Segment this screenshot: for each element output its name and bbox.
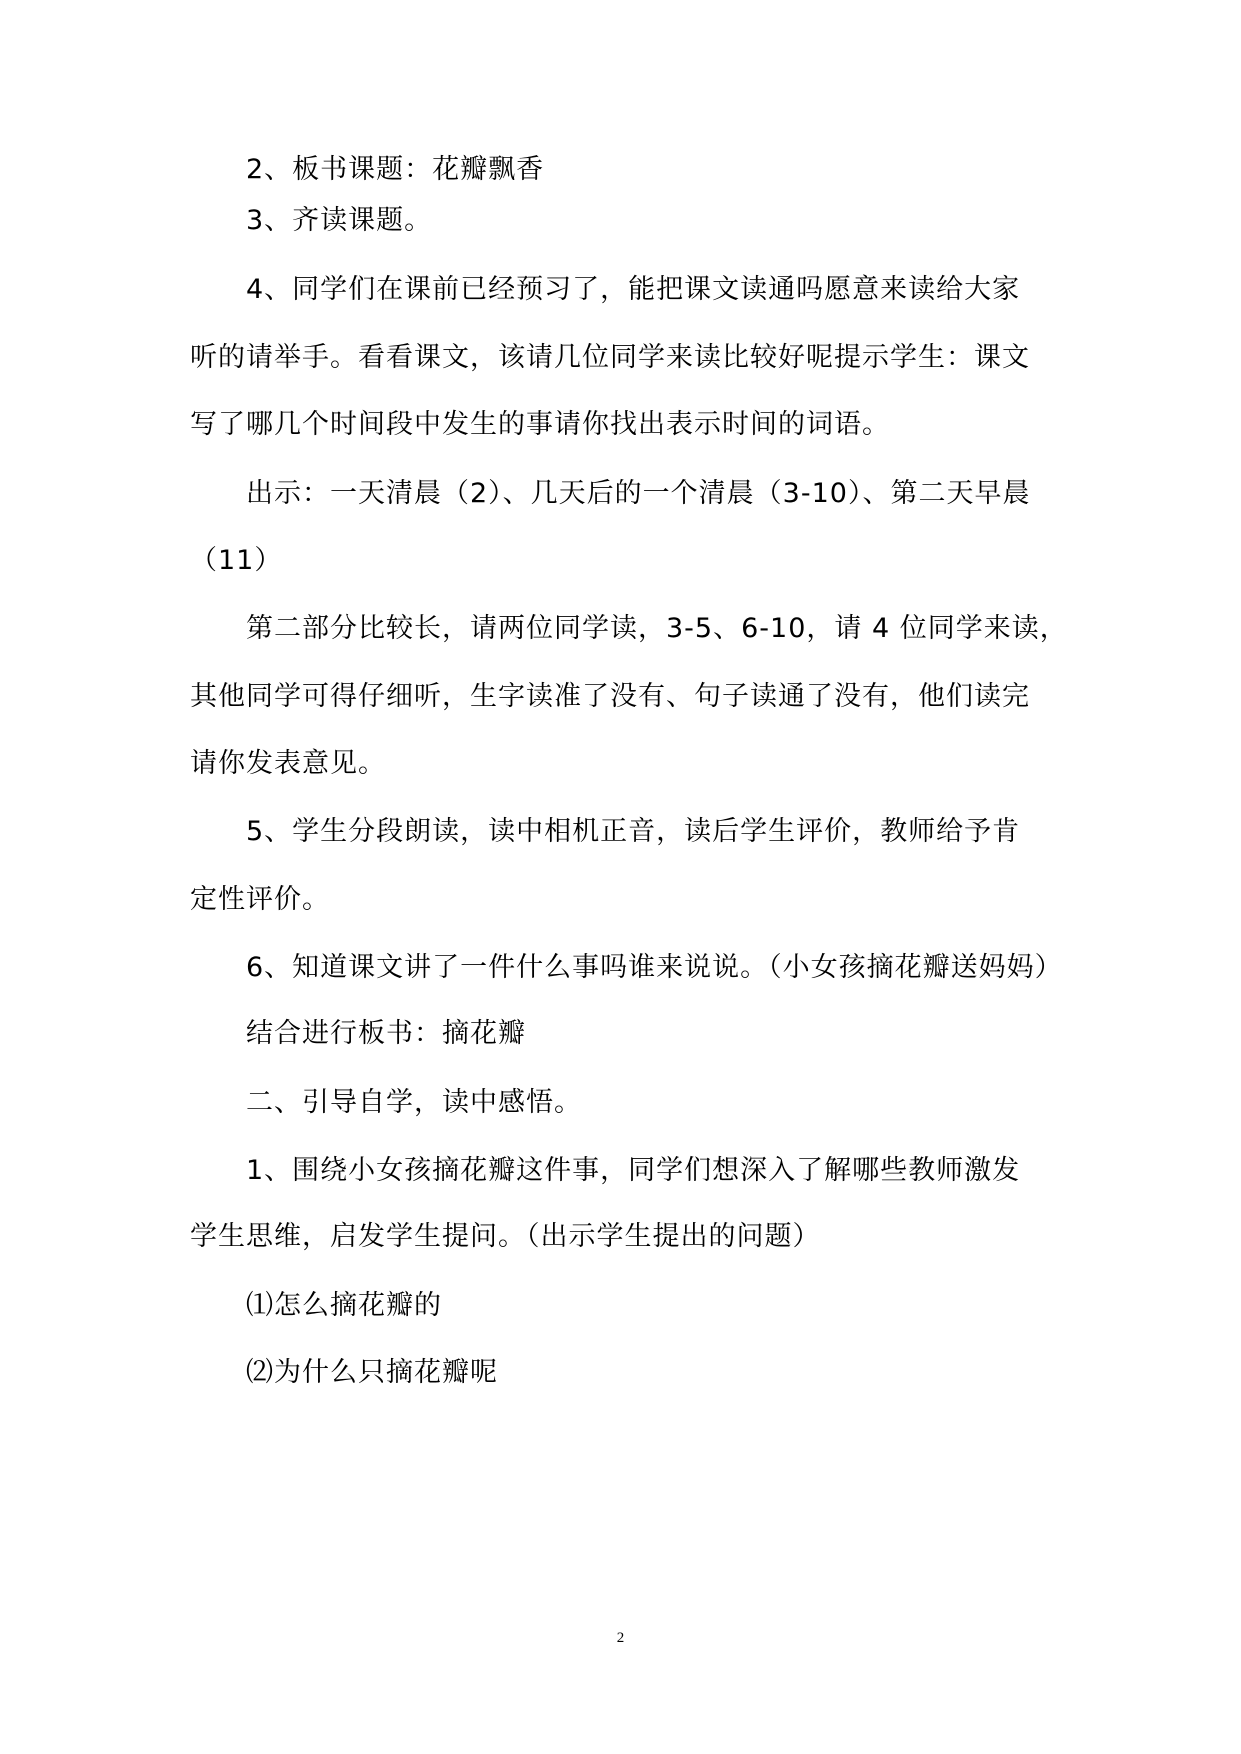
text-line: 其他同学可得仔细听，生字读准了没有、句子读通了没有，他们读完 (190, 681, 1030, 712)
text-line: 写了哪几个时间段中发生的事请你找出表示时间的词语。 (190, 409, 890, 440)
text-line: 4、同学们在课前已经预习了，能把课文读通吗愿意来读给大家 (246, 274, 1021, 305)
text-line: ⑵为什么只摘花瓣呢 (246, 1357, 498, 1388)
page-number: 2 (616, 1630, 625, 1646)
text-line: （11） (190, 545, 283, 576)
text-line: 学生思维，启发学生提问。（出示学生提出的问题） (190, 1221, 821, 1252)
text-line: 出示：一天清晨（2）、几天后的一个清晨（3-10）、第二天早晨 (246, 478, 1031, 509)
text-line: 结合进行板书：摘花瓣 (246, 1018, 526, 1049)
text-line: 2、板书课题：花瓣飘香 (246, 154, 545, 185)
text-line: 定性评价。 (190, 884, 330, 915)
text-line: 请你发表意见。 (190, 748, 386, 779)
text-line: 1、围绕小女孩摘花瓣这件事，同学们想深入了解哪些教师激发 (246, 1155, 1021, 1186)
text-line: 6、知道课文讲了一件什么事吗谁来说说。（小女孩摘花瓣送妈妈） (246, 952, 1063, 983)
text-line: 二、引导自学，读中感悟。 (246, 1087, 582, 1118)
text-line: 5、学生分段朗读，读中相机正音，读后学生评价，教师给予肯 (246, 816, 1021, 847)
text-line: 第二部分比较长，请两位同学读，3-5、6-10，请 4 位同学来读， (246, 613, 1068, 644)
text-line: ⑴怎么摘花瓣的 (246, 1290, 442, 1321)
text-line: 听的请举手。看看课文，该请几位同学来读比较好呢提示学生：课文 (190, 342, 1030, 373)
text-line: 3、齐读课题。 (246, 205, 433, 236)
